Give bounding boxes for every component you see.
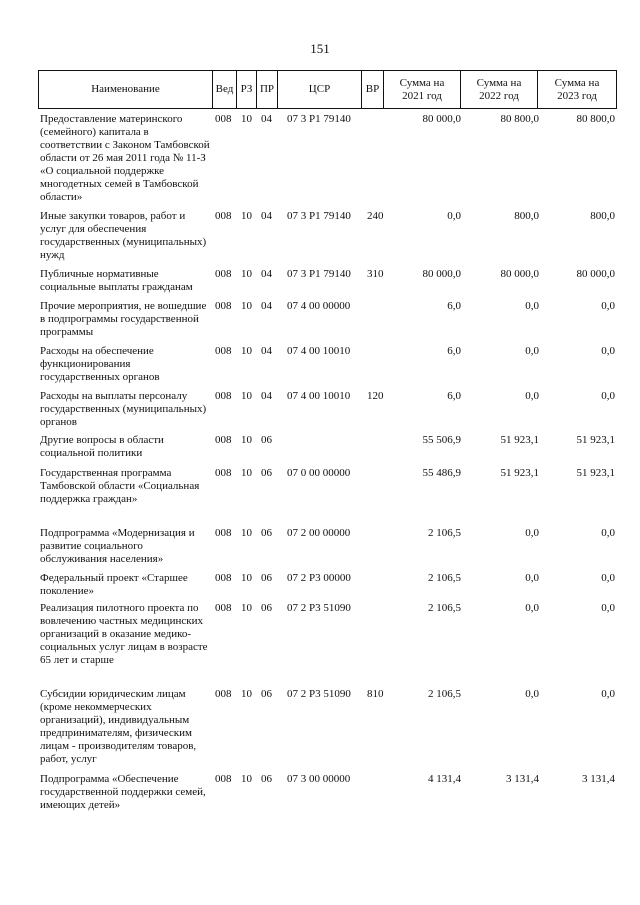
row-rz: 10 xyxy=(241,467,252,479)
row-sum-2022: 80 000,0 xyxy=(500,268,539,280)
row-pr: 06 xyxy=(261,602,272,614)
row-ved: 008 xyxy=(215,113,232,125)
row-name: Публичные нормативные социальные выплаты гражданам xyxy=(40,268,193,293)
header-sum-2021: Сумма на 2021 год xyxy=(384,71,461,108)
row-sum-2023: 0,0 xyxy=(601,572,615,584)
row-pr: 04 xyxy=(261,345,272,357)
row-rz: 10 xyxy=(241,390,252,402)
row-rz: 10 xyxy=(241,345,252,357)
row-sum-2022: 0,0 xyxy=(525,527,539,539)
row-ved: 008 xyxy=(215,268,232,280)
row-csr: 07 3 P1 79140 xyxy=(287,210,351,222)
row-sum-2023: 80 800,0 xyxy=(576,113,615,125)
row-ved: 008 xyxy=(215,527,232,539)
row-ved: 008 xyxy=(215,602,232,614)
row-csr: 07 2 P3 51090 xyxy=(287,688,351,700)
row-sum-2021: 6,0 xyxy=(447,390,461,402)
row-csr: 07 4 00 10010 xyxy=(287,345,351,357)
row-ved: 008 xyxy=(215,390,232,402)
row-pr: 06 xyxy=(261,434,272,446)
row-ved: 008 xyxy=(215,210,232,222)
row-name: Расходы на обеспечение функционирования государственных органов xyxy=(40,345,160,383)
row-sum-2021: 2 106,5 xyxy=(428,572,461,584)
row-name: Субсидии юридическим лицам (кроме некоммерческих организаций), индивидуальным предпринимателям, физическим лицам - производителям товаров, работ, услуг xyxy=(40,688,197,765)
row-ved: 008 xyxy=(215,345,232,357)
row-sum-2023: 0,0 xyxy=(601,390,615,402)
header-name: Наименование xyxy=(39,71,213,108)
row-vr: 120 xyxy=(367,390,384,402)
row-pr: 04 xyxy=(261,300,272,312)
row-sum-2023: 800,0 xyxy=(590,210,615,222)
row-pr: 06 xyxy=(261,773,272,785)
row-ved: 008 xyxy=(215,467,232,479)
header-sum-2022: Сумма на 2022 год xyxy=(461,71,538,108)
row-sum-2021: 55 486,9 xyxy=(422,467,461,479)
row-pr: 06 xyxy=(261,688,272,700)
row-sum-2022: 0,0 xyxy=(525,688,539,700)
row-name: Предоставление материнского (семейного) капитала в соответствии с Законом Тамбовской области от 26 мая 2011 года № 11-З «О социальной поддержке многодетных семей в Тамбовской области» xyxy=(40,113,210,203)
header-sum-2023: Сумма на 2023 год xyxy=(554,76,600,102)
row-rz: 10 xyxy=(241,688,252,700)
row-csr: 07 3 P1 79140 xyxy=(287,113,351,125)
row-rz: 10 xyxy=(241,300,252,312)
row-name: Подпрограмма «Модернизация и развитие социального обслуживания населения» xyxy=(40,527,195,565)
row-rz: 10 xyxy=(241,210,252,222)
row-sum-2021: 2 106,5 xyxy=(428,527,461,539)
row-csr: 07 2 00 00000 xyxy=(287,527,351,539)
row-vr: 240 xyxy=(367,210,384,222)
row-rz: 10 xyxy=(241,434,252,446)
row-vr: 310 xyxy=(367,268,384,280)
row-sum-2022: 0,0 xyxy=(525,390,539,402)
row-ved: 008 xyxy=(215,434,232,446)
row-pr: 04 xyxy=(261,113,272,125)
row-ved: 008 xyxy=(215,572,232,584)
row-pr: 06 xyxy=(261,527,272,539)
row-sum-2021: 0,0 xyxy=(447,210,461,222)
row-pr: 04 xyxy=(261,210,272,222)
row-vr: 810 xyxy=(367,688,384,700)
row-sum-2022: 0,0 xyxy=(525,602,539,614)
row-name: Государственная программа Тамбовской области «Социальная поддержка граждан» xyxy=(40,467,200,505)
row-pr: 04 xyxy=(261,390,272,402)
row-name: Расходы на выплаты персоналу государственных (муниципальных) органов xyxy=(40,390,207,428)
row-name: Прочие мероприятия, не вошедшие в подпрограммы государственной программы xyxy=(40,300,207,338)
row-rz: 10 xyxy=(241,268,252,280)
row-sum-2021: 80 000,0 xyxy=(422,113,461,125)
row-name: Другие вопросы в области социальной политики xyxy=(40,434,164,459)
row-sum-2021: 4 131,4 xyxy=(428,773,461,785)
row-sum-2023: 0,0 xyxy=(601,688,615,700)
row-sum-2022: 0,0 xyxy=(525,300,539,312)
page-number: 151 xyxy=(310,41,330,56)
row-rz: 10 xyxy=(241,113,252,125)
row-sum-2023: 0,0 xyxy=(601,602,615,614)
row-sum-2021: 6,0 xyxy=(447,345,461,357)
row-sum-2022: 80 800,0 xyxy=(500,113,539,125)
row-sum-2021: 55 506,9 xyxy=(422,434,461,446)
table-header xyxy=(38,70,617,109)
row-csr: 07 3 P1 79140 xyxy=(287,268,351,280)
row-sum-2021: 6,0 xyxy=(447,300,461,312)
row-rz: 10 xyxy=(241,773,252,785)
row-sum-2023: 51 923,1 xyxy=(576,434,615,446)
header-vr: ВР xyxy=(362,71,384,108)
row-csr: 07 4 00 00000 xyxy=(287,300,351,312)
row-sum-2022: 800,0 xyxy=(514,210,539,222)
row-ved: 008 xyxy=(215,300,232,312)
row-name: Федеральный проект «Старшее поколение» xyxy=(40,572,188,597)
header-ved: Вед xyxy=(213,71,237,108)
header-pr: ПР xyxy=(257,71,278,108)
row-name: Подпрограмма «Обеспечение государственной поддержки семей, имеющих детей» xyxy=(40,773,206,811)
row-rz: 10 xyxy=(241,527,252,539)
row-csr: 07 0 00 00000 xyxy=(287,467,351,479)
row-csr: 07 4 00 10010 xyxy=(287,390,351,402)
row-ved: 008 xyxy=(215,773,232,785)
header-rz: РЗ xyxy=(237,71,257,108)
row-pr: 04 xyxy=(261,268,272,280)
row-sum-2022: 0,0 xyxy=(525,345,539,357)
row-sum-2023: 80 000,0 xyxy=(576,268,615,280)
header-csr: ЦСР xyxy=(278,71,362,108)
row-sum-2021: 2 106,5 xyxy=(428,602,461,614)
row-csr: 07 2 P3 00000 xyxy=(287,572,351,584)
row-rz: 10 xyxy=(241,572,252,584)
row-sum-2022: 51 923,1 xyxy=(500,467,539,479)
row-pr: 06 xyxy=(261,467,272,479)
row-sum-2021: 80 000,0 xyxy=(422,268,461,280)
row-ved: 008 xyxy=(215,688,232,700)
row-pr: 06 xyxy=(261,572,272,584)
row-sum-2022: 3 131,4 xyxy=(506,773,539,785)
row-sum-2023: 3 131,4 xyxy=(582,773,615,785)
row-sum-2023: 51 923,1 xyxy=(576,467,615,479)
row-sum-2022: 0,0 xyxy=(525,572,539,584)
row-rz: 10 xyxy=(241,602,252,614)
row-sum-2023: 0,0 xyxy=(601,300,615,312)
row-sum-2023: 0,0 xyxy=(601,527,615,539)
row-csr: 07 3 00 00000 xyxy=(287,773,351,785)
row-sum-2022: 51 923,1 xyxy=(500,434,539,446)
row-sum-2023: 0,0 xyxy=(601,345,615,357)
row-csr: 07 2 P3 51090 xyxy=(287,602,351,614)
row-name: Реализация пилотного проекта по вовлечению частных медицинских организаций в оказание медико-социальных услуг лицам в возрасте 65 лет и старше xyxy=(40,602,208,666)
row-name: Иные закупки товаров, работ и услуг для обеспечения государственных (муниципальных) нужд xyxy=(40,210,207,261)
row-sum-2021: 2 106,5 xyxy=(428,688,461,700)
